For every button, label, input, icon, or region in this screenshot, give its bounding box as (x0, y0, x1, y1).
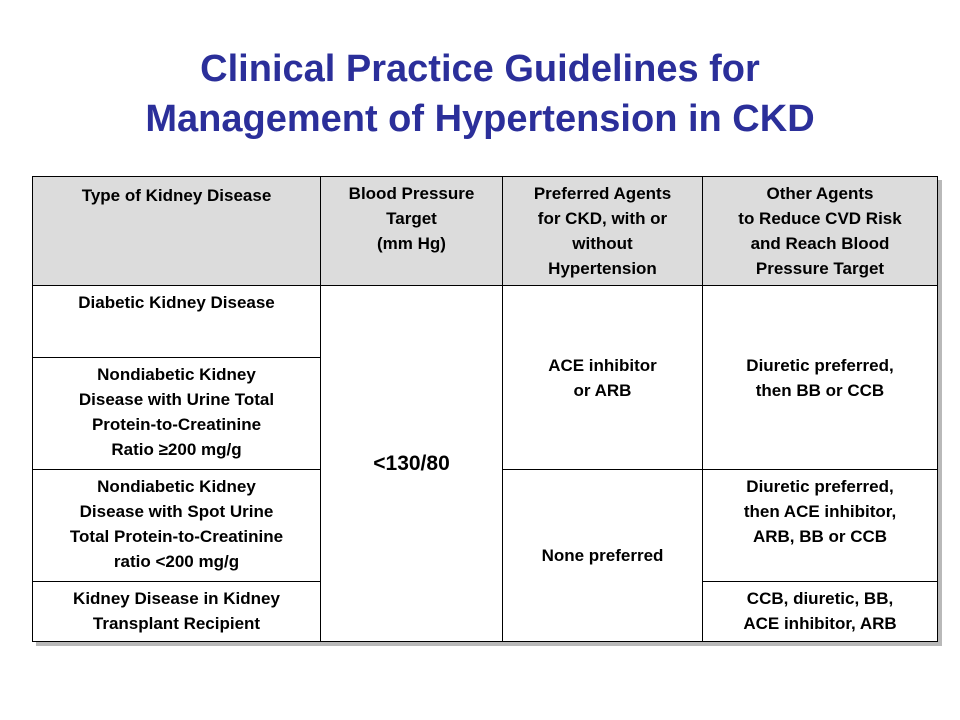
other-agents-cell-2: Diuretic preferred, then ACE inhibitor, ARB, BB or CCB (703, 470, 938, 582)
table-row (33, 286, 938, 358)
header-other-agents: Other Agents to Reduce CVD Risk and Reach Blood Pressure Target (703, 177, 938, 286)
header-preferred-agents: Preferred Agents for CKD, with or without Hypertension (503, 177, 703, 286)
disease-cell-nondiabetic-low: Nondiabetic Kidney Disease with Spot Urine Total Protein-to-Creatinine ratio <200 mg/g (33, 470, 321, 582)
preferred-agents-cell-ace-arb: ACE inhibitor or ARB (503, 286, 703, 470)
header-row (33, 177, 938, 286)
preferred-agents-cell-none: None preferred (503, 470, 703, 642)
title-line-2: Management of Hypertension in CKD (145, 98, 815, 140)
other-agents-cell-3: CCB, diuretic, BB, ACE inhibitor, ARB (703, 582, 938, 642)
title-line-1: Clinical Practice Guidelines for (200, 48, 760, 90)
guidelines-table (32, 176, 938, 642)
bp-target-cell: <130/80 (321, 286, 503, 642)
header-bp-target: Blood Pressure Target (mm Hg) (321, 177, 503, 286)
disease-cell-transplant: Kidney Disease in Kidney Transplant Recipient (33, 582, 321, 642)
disease-cell-nondiabetic-high: Nondiabetic Kidney Disease with Urine Total Protein-to-Creatinine Ratio ≥200 mg/g (33, 358, 321, 470)
header-disease-type: Type of Kidney Disease (33, 177, 321, 286)
disease-cell-diabetic: Diabetic Kidney Disease (33, 286, 321, 358)
other-agents-cell-1: Diuretic preferred, then BB or CCB (703, 286, 938, 470)
slide-title (0, 44, 960, 144)
